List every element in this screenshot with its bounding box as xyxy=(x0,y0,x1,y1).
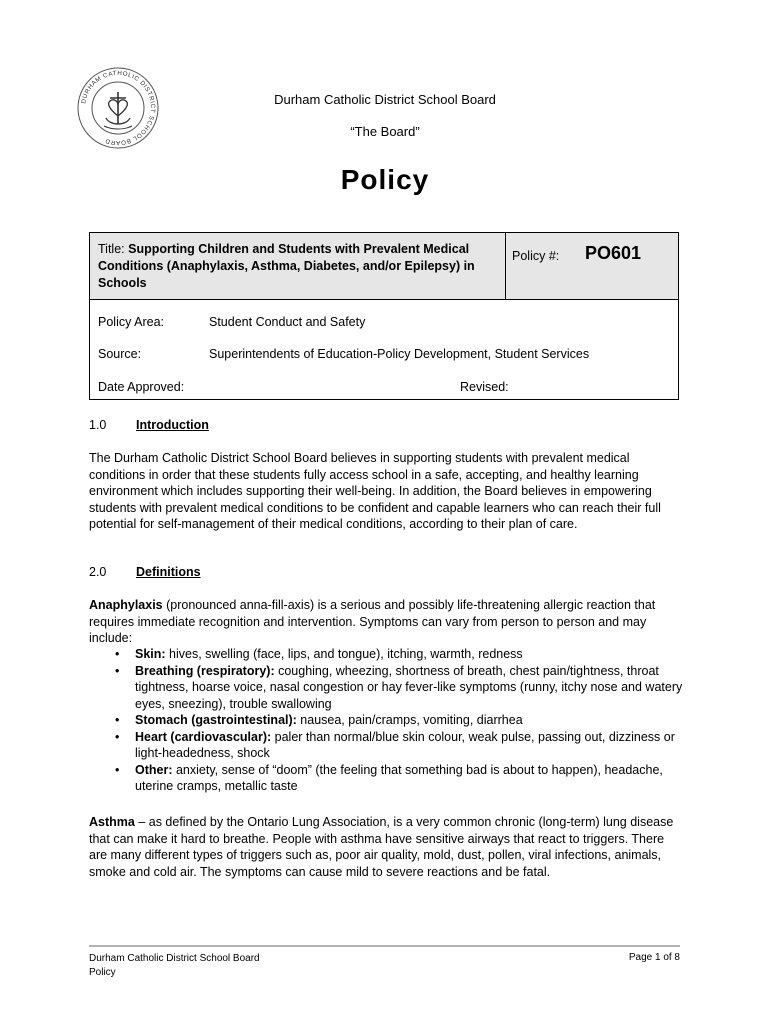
symptom-term: Stomach (gastrointestinal): xyxy=(135,713,297,727)
policy-title-cell xyxy=(98,241,498,292)
symptom-term: Heart (cardiovascular): xyxy=(135,729,272,744)
document-type-heading: Policy xyxy=(340,164,430,195)
policy-number-label: Policy #: xyxy=(512,249,560,263)
page-number: Page 1 of 8 xyxy=(628,952,680,963)
organization-name: Durham Catholic District School Board xyxy=(274,92,496,107)
policy-table-header-row xyxy=(90,233,678,300)
symptom-term: Other: xyxy=(135,762,173,777)
introduction-paragraph: The Durham Catholic District School Board believes in supporting students with prevalent medical conditions in order that these students fully access school in a safe, accepting, and healthy learning environment which includes supporting their well-being. In addition, the Board believes in empowering students with prevalent medical conditions to be confident and capable learners who can reach their full potential for self-management of their medical conditions, according to their plan of care. xyxy=(89,451,661,531)
footer-divider xyxy=(89,945,680,947)
anaphylaxis-text: (pronounced anna-fill-axis) is a serious and possibly life-threatening allergic reaction that requires immediate recognition and intervention. Symptoms can vary from person to person and may include: xyxy=(89,598,656,645)
policy-number-value: PO601 xyxy=(585,243,642,263)
policy-info-table xyxy=(89,232,679,400)
symptom-text: nausea, pain/cramps, vomiting, diarrhea xyxy=(296,713,523,727)
section-title: Introduction xyxy=(136,418,209,432)
bullet-icon: • xyxy=(115,762,120,777)
list-item xyxy=(89,712,683,729)
header-divider xyxy=(505,233,506,299)
symptom-term: Breathing (respiratory): xyxy=(135,663,275,678)
section-heading-definitions xyxy=(89,565,201,579)
symptom-text: coughing, wheezing, shortness of breath, chest pain/tightness, throat tightness, hoarse voice, nasal congestion or hay fever-like symptoms (runny, itchy nose and watery eyes, sneezing), trouble swallowing xyxy=(135,663,683,711)
revised-label: Revised: xyxy=(460,380,509,394)
list-item xyxy=(89,646,683,663)
policy-title-value: Supporting Children and Students with Prevalent Medical Conditions (Anaphylaxis, Asthma, Diabetes, and/or Epilepsy) in Schools xyxy=(98,242,475,290)
date-approved-label: Date Approved: xyxy=(98,380,185,394)
source-label: Source: xyxy=(98,347,142,361)
symptom-text: anxiety, sense of “doom” (the feeling that something bad is about to happen), headache, uterine cramps, metallic taste xyxy=(135,762,663,793)
symptom-term: Skin: xyxy=(135,647,166,661)
symptom-text: paler than normal/blue skin colour, weak pulse, passing out, dizziness or light-headedness, shock xyxy=(135,729,675,760)
section-title: Definitions xyxy=(136,565,201,579)
source-value: Superintendents of Education-Policy Development, Student Services xyxy=(209,347,590,361)
bullet-icon: • xyxy=(115,663,120,678)
asthma-definition xyxy=(89,814,683,880)
policy-title-label: Title: xyxy=(98,242,129,256)
section-number: 2.0 xyxy=(89,565,107,579)
section-heading-introduction xyxy=(89,418,209,432)
anaphylaxis-definition xyxy=(89,597,683,647)
anaphylaxis-term: Anaphylaxis xyxy=(89,598,163,612)
section-number: 1.0 xyxy=(89,418,107,432)
footer-left xyxy=(89,952,260,980)
bullet-icon: • xyxy=(115,647,120,661)
list-item xyxy=(89,663,683,713)
bullet-icon: • xyxy=(115,729,120,744)
bullet-icon: • xyxy=(115,713,120,727)
organization-alias: “The Board” xyxy=(350,124,420,139)
policy-area-label: Policy Area: xyxy=(98,315,165,329)
footer-org-name: Durham Catholic District School Board xyxy=(89,953,260,964)
policy-area-value: Student Conduct and Safety xyxy=(209,315,366,329)
footer-doc-type: Policy xyxy=(89,967,116,978)
symptom-list xyxy=(89,646,683,795)
list-item xyxy=(89,729,683,762)
asthma-term: Asthma xyxy=(89,815,135,829)
svg-text:DURHAM CATHOLIC DISTRICT SCHOO: DURHAM CATHOLIC DISTRICT SCHOOL BOARD xyxy=(80,69,157,147)
symptom-text: hives, swelling (face, lips, and tongue), itching, warmth, redness xyxy=(165,647,523,661)
asthma-text: – as defined by the Ontario Lung Association, is a very common chronic (long-term) lung disease that can make it hard to breathe. People with asthma have sensitive airways that react to triggers. There are many different types of triggers such as, poor air quality, mold, dust, pollen, viral infections, animals, smoke and cold air. The symptoms can cause mild to severe reactions and be fatal. xyxy=(89,815,674,879)
list-item xyxy=(89,762,683,795)
